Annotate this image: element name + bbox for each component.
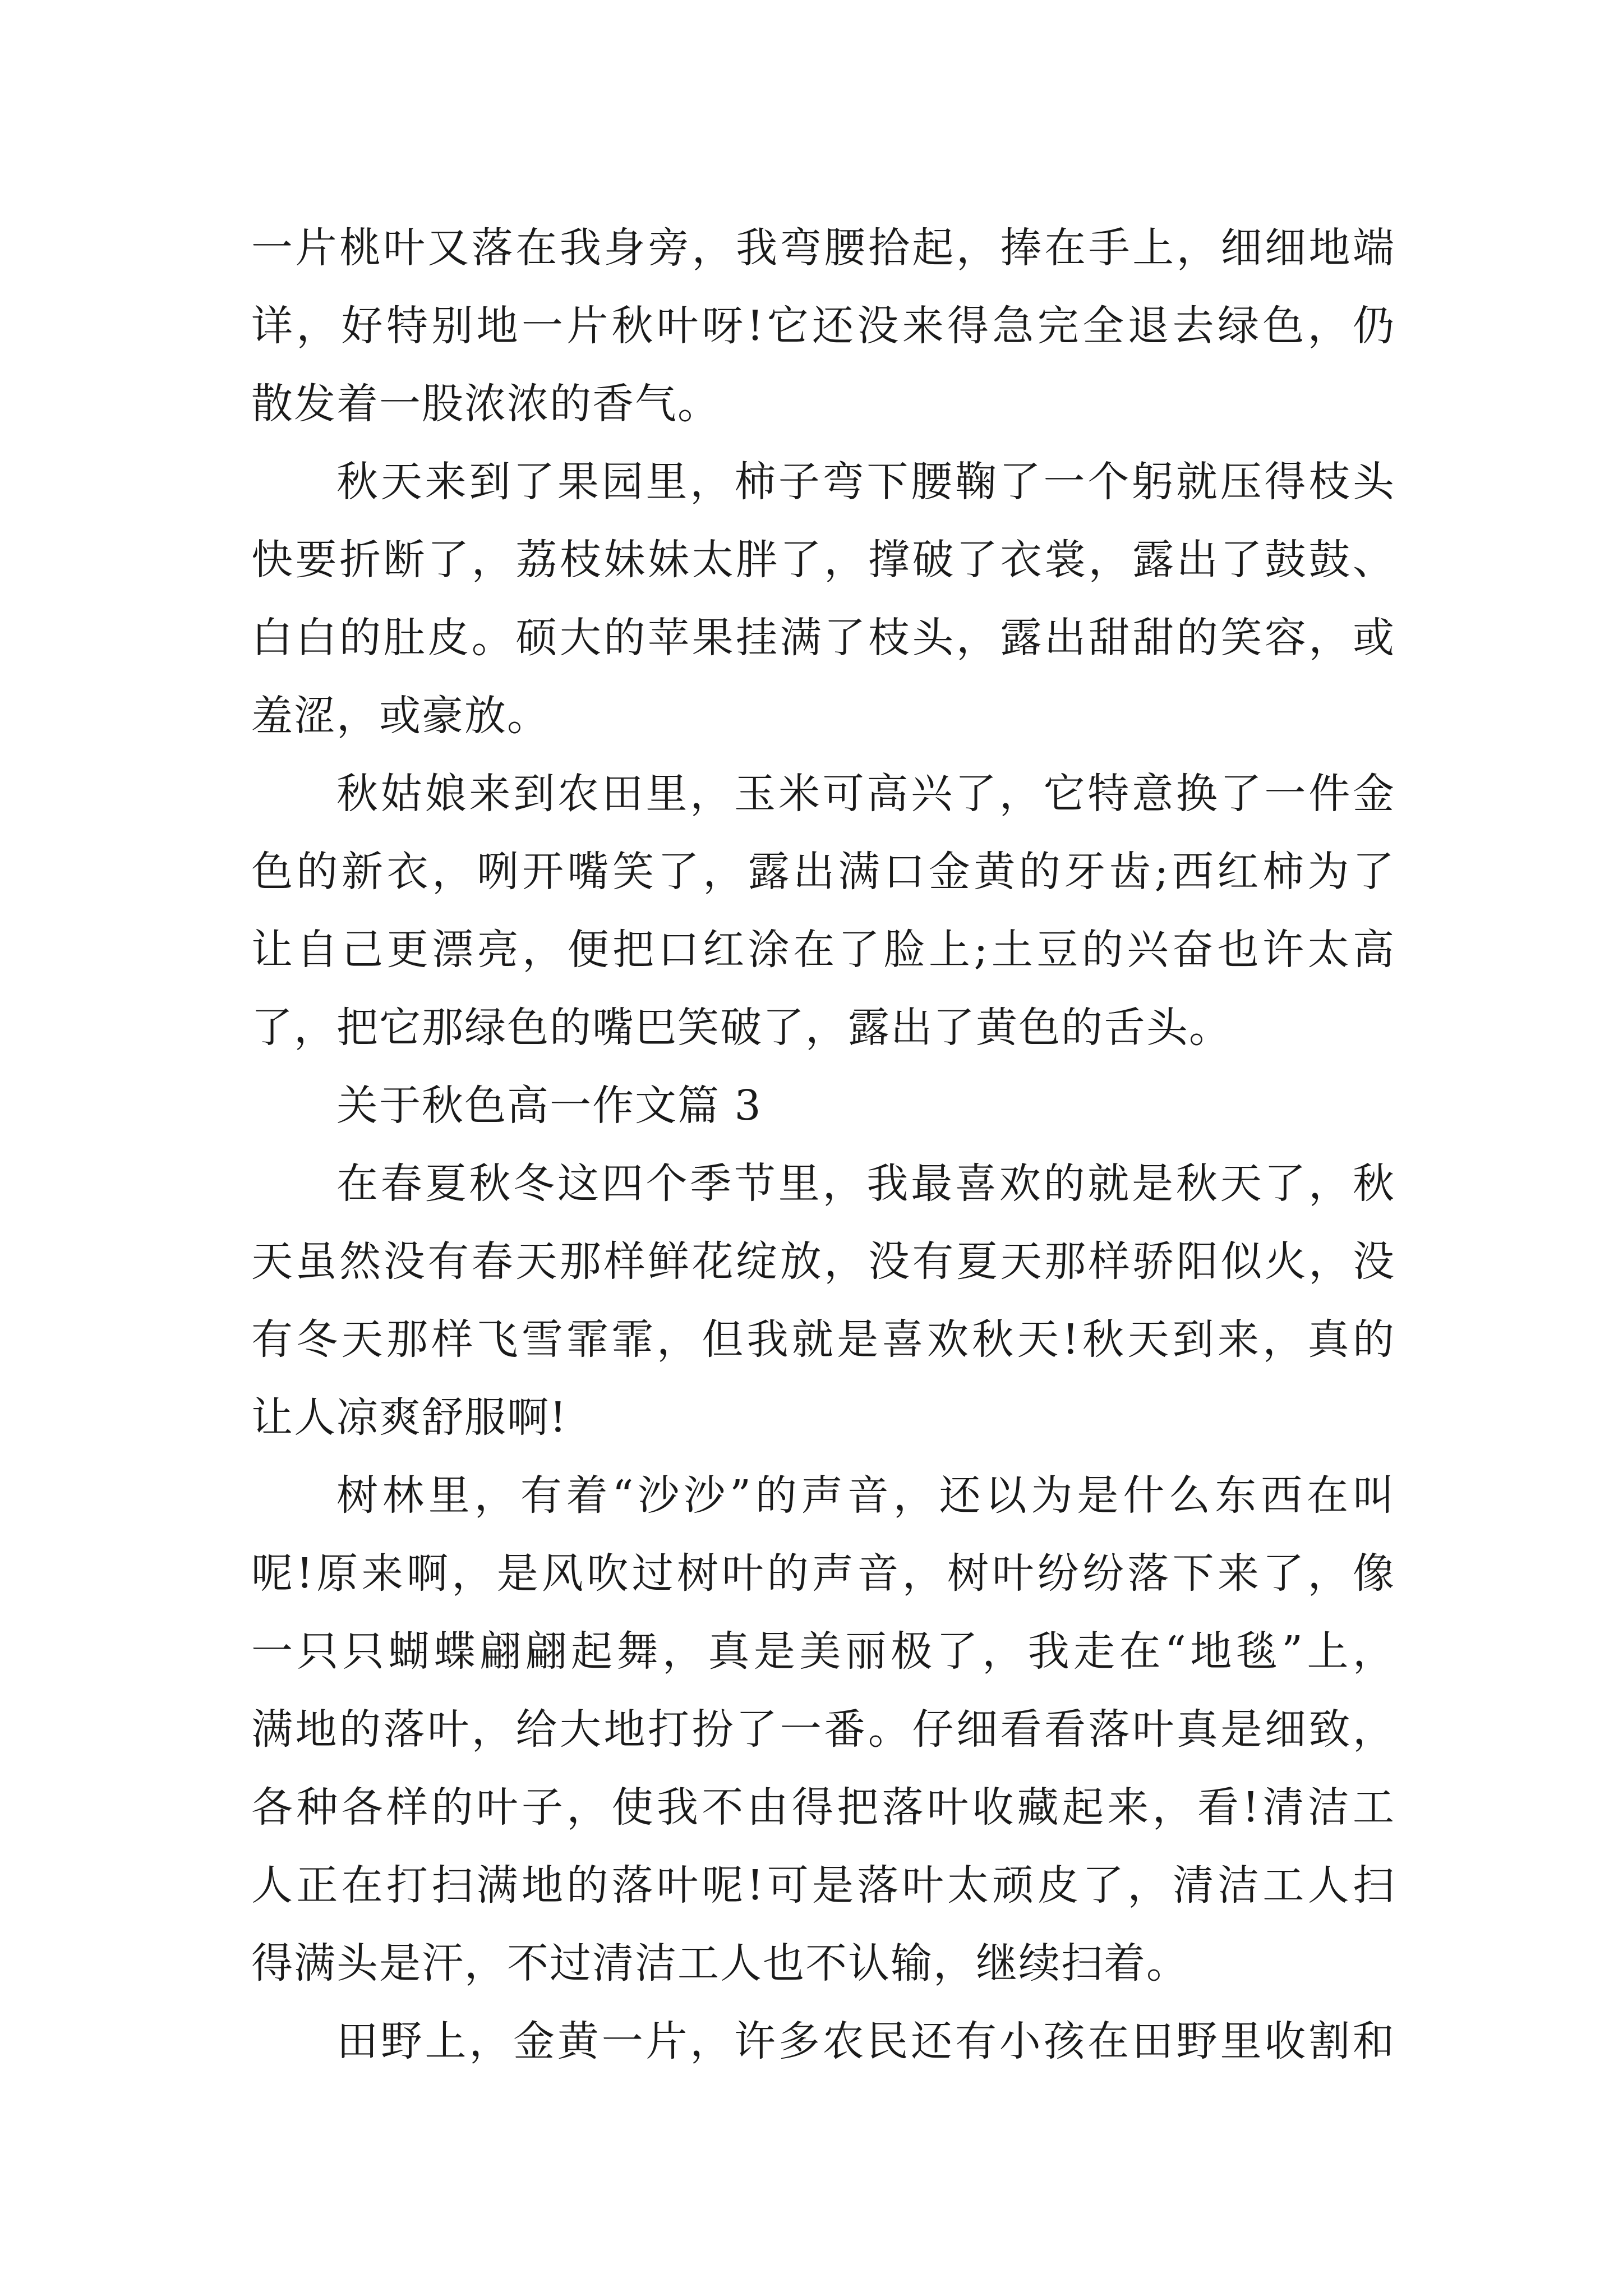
text-line: 满地的落叶，给大地打扮了一番。仔细看看落叶真是细致， bbox=[251, 1705, 1395, 1754]
paragraph-first-line: 秋姑娘来到农田里，玉米可高兴了，它特意换了一件金 bbox=[336, 770, 1395, 818]
paragraph-first-line: 田野上，金黄一片，许多农民还有小孩在田野里收割和 bbox=[336, 2017, 1395, 2065]
text-line: 天虽然没有春天那样鲜花绽放，没有夏天那样骄阳似火，没 bbox=[251, 1237, 1395, 1286]
text-line: 详，好特别地一片秋叶呀!它还没来得急完全退去绿色，仍 bbox=[251, 302, 1395, 350]
paragraph-first-line: 在春夏秋冬这四个季节里，我最喜欢的就是秋天了，秋 bbox=[336, 1159, 1395, 1208]
text-line: 人正在打扫满地的落叶呢!可是落叶太顽皮了，清洁工人扫 bbox=[251, 1861, 1395, 1910]
text-line: 色的新衣，咧开嘴笑了，露出满口金黄的牙齿;西红柿为了 bbox=[251, 848, 1395, 896]
text-line: 羞涩，或豪放。 bbox=[251, 692, 550, 740]
text-line: 一只只蝴蝶翩翩起舞，真是美丽极了，我走在“地毯”上， bbox=[251, 1627, 1395, 1676]
paragraph-first-line: 树林里，有着“沙沙”的声音，还以为是什么东西在叫 bbox=[336, 1471, 1395, 1520]
text-line: 让人凉爽舒服啊! bbox=[251, 1393, 568, 1442]
text-line: 有冬天那样飞雪霏霏，但我就是喜欢秋天!秋天到来，真的 bbox=[251, 1315, 1395, 1364]
text-line: 让自己更漂亮，便把口红涂在了脸上;土豆的兴奋也许太高 bbox=[251, 926, 1395, 974]
text-line: 白白的肚皮。硕大的苹果挂满了枝头，露出甜甜的笑容，或 bbox=[251, 614, 1395, 662]
text-line: 散发着一股浓浓的香气。 bbox=[251, 380, 720, 428]
text-line: 一片桃叶又落在我身旁，我弯腰拾起，捧在手上，细细地端 bbox=[251, 224, 1395, 272]
text-line: 各种各样的叶子，使我不由得把落叶收藏起来，看!清洁工 bbox=[251, 1783, 1395, 1832]
text-line: 得满头是汗，不过清洁工人也不认输，继续扫着。 bbox=[251, 1939, 1189, 1987]
text-line: 快要折断了，荔枝妹妹太胖了，撑破了衣裳，露出了鼓鼓、 bbox=[251, 536, 1395, 584]
text-line: 呢!原来啊，是风吹过树叶的声音，树叶纷纷落下来了，像 bbox=[251, 1549, 1395, 1598]
section-heading: 关于秋色高一作文篇 3 bbox=[336, 1082, 762, 1130]
paragraph-first-line: 秋天来到了果园里，柿子弯下腰鞠了一个躬就压得枝头 bbox=[336, 458, 1395, 506]
text-line: 了，把它那绿色的嘴巴笑破了，露出了黄色的舌头。 bbox=[251, 1004, 1232, 1052]
